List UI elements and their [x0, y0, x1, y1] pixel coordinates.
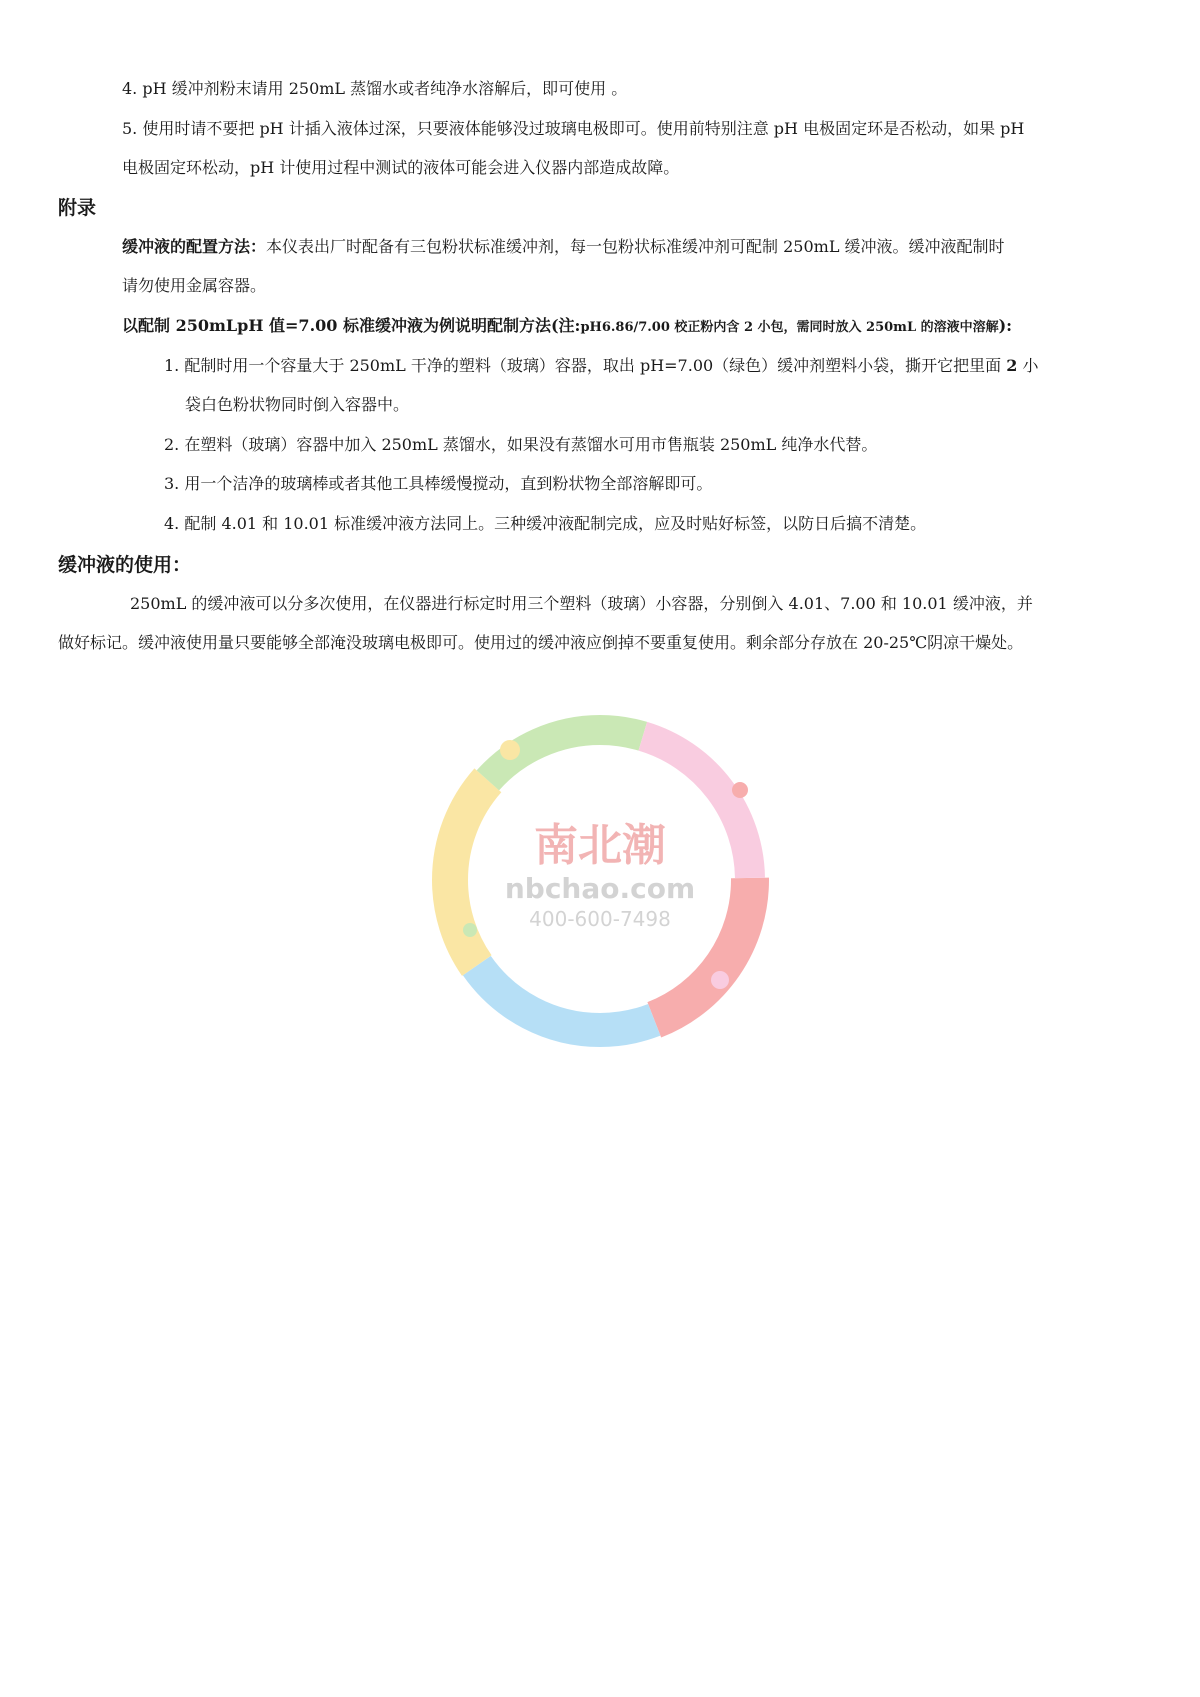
usage-line-2: 做好标记。缓冲液使用量只要能够全部淹没玻璃电极即可。使用过的缓冲液应倒掉不要重复使用。剩余部分存放在 20-25℃阴凉干燥处。 [58, 633, 1024, 652]
nbchao-watermark-logo [390, 680, 810, 1080]
usage-heading: 缓冲液的使用： [58, 554, 192, 576]
step-4: 4. 配制 4.01 和 10.01 标准缓冲液方法同上。三种缓冲液配制完成，应及时贴好标签，以防日后搞不清楚。 [164, 514, 927, 533]
method-label: 缓冲液的配置方法： [122, 237, 267, 256]
step-1-text-a: 1. 配制时用一个容量大于 250mL 干净的塑料（玻璃）容器，取出 pH=7.00（绿色）缓冲剂塑料小袋，撕开它把里面 [164, 356, 1007, 375]
step-1-bold-count: 2 [1006, 356, 1018, 375]
example-title-end: ): [998, 316, 1013, 335]
note-item-5-line-2: 电极固定环松动，pH 计使用过程中测试的液体可能会进入仪器内部造成故障。 [122, 158, 680, 177]
step-1-line-1 [164, 354, 1039, 378]
step-1-line-2: 袋白色粉状物同时倒入容器中。 [185, 395, 410, 414]
step-1-text-b: 小 [1017, 356, 1039, 375]
step-2: 2. 在塑料（玻璃）容器中加入 250mL 蒸馏水，如果没有蒸馏水可用市售瓶装 250mL 纯净水代替。 [164, 435, 878, 454]
appendix-heading: 附录 [58, 197, 97, 219]
example-title [122, 314, 1012, 340]
watermark-splash [500, 740, 520, 760]
method-paragraph-line-1 [122, 235, 1005, 259]
example-note: pH6.86/7.00 校正粉内含 2 小包，需同时放入 250mL 的溶液中溶解 [580, 320, 999, 335]
watermark-splash [463, 923, 477, 937]
usage-line-1: 250mL 的缓冲液可以分多次使用，在仪器进行标定时用三个塑料（玻璃）小容器，分别倒入 4.01、7.00 和 10.01 缓冲液，并 [130, 594, 1033, 613]
step-3: 3. 用一个洁净的玻璃棒或者其他工具棒缓慢搅动，直到粉状物全部溶解即可。 [164, 474, 713, 493]
example-title-text: 以配制 250mLpH 值=7.00 标准缓冲液为例说明配制方法(注: [122, 316, 581, 335]
method-paragraph-line-2: 请勿使用金属容器。 [122, 276, 267, 295]
note-item-5-line-1: 5. 使用时请不要把 pH 计插入液体过深，只要液体能够没过玻璃电极即可。使用前特别注意 pH 电极固定环是否松动，如果 pH [122, 119, 1025, 138]
watermark-splash [732, 782, 748, 798]
method-text: 本仪表出厂时配备有三包粉状标准缓冲剂，每一包粉状标准缓冲剂可配制 250mL 缓冲液。缓冲液配制时 [266, 237, 1005, 256]
watermark-splash [711, 971, 729, 989]
watermark-brand: 南北潮 [534, 820, 666, 871]
note-item-4: 4. pH 缓冲剂粉末请用 250mL 蒸馏水或者纯净水溶解后，即可使用 。 [122, 79, 628, 98]
watermark-phone: 400-600-7498 [529, 907, 671, 931]
watermark-domain: nbchao.com [504, 872, 696, 905]
